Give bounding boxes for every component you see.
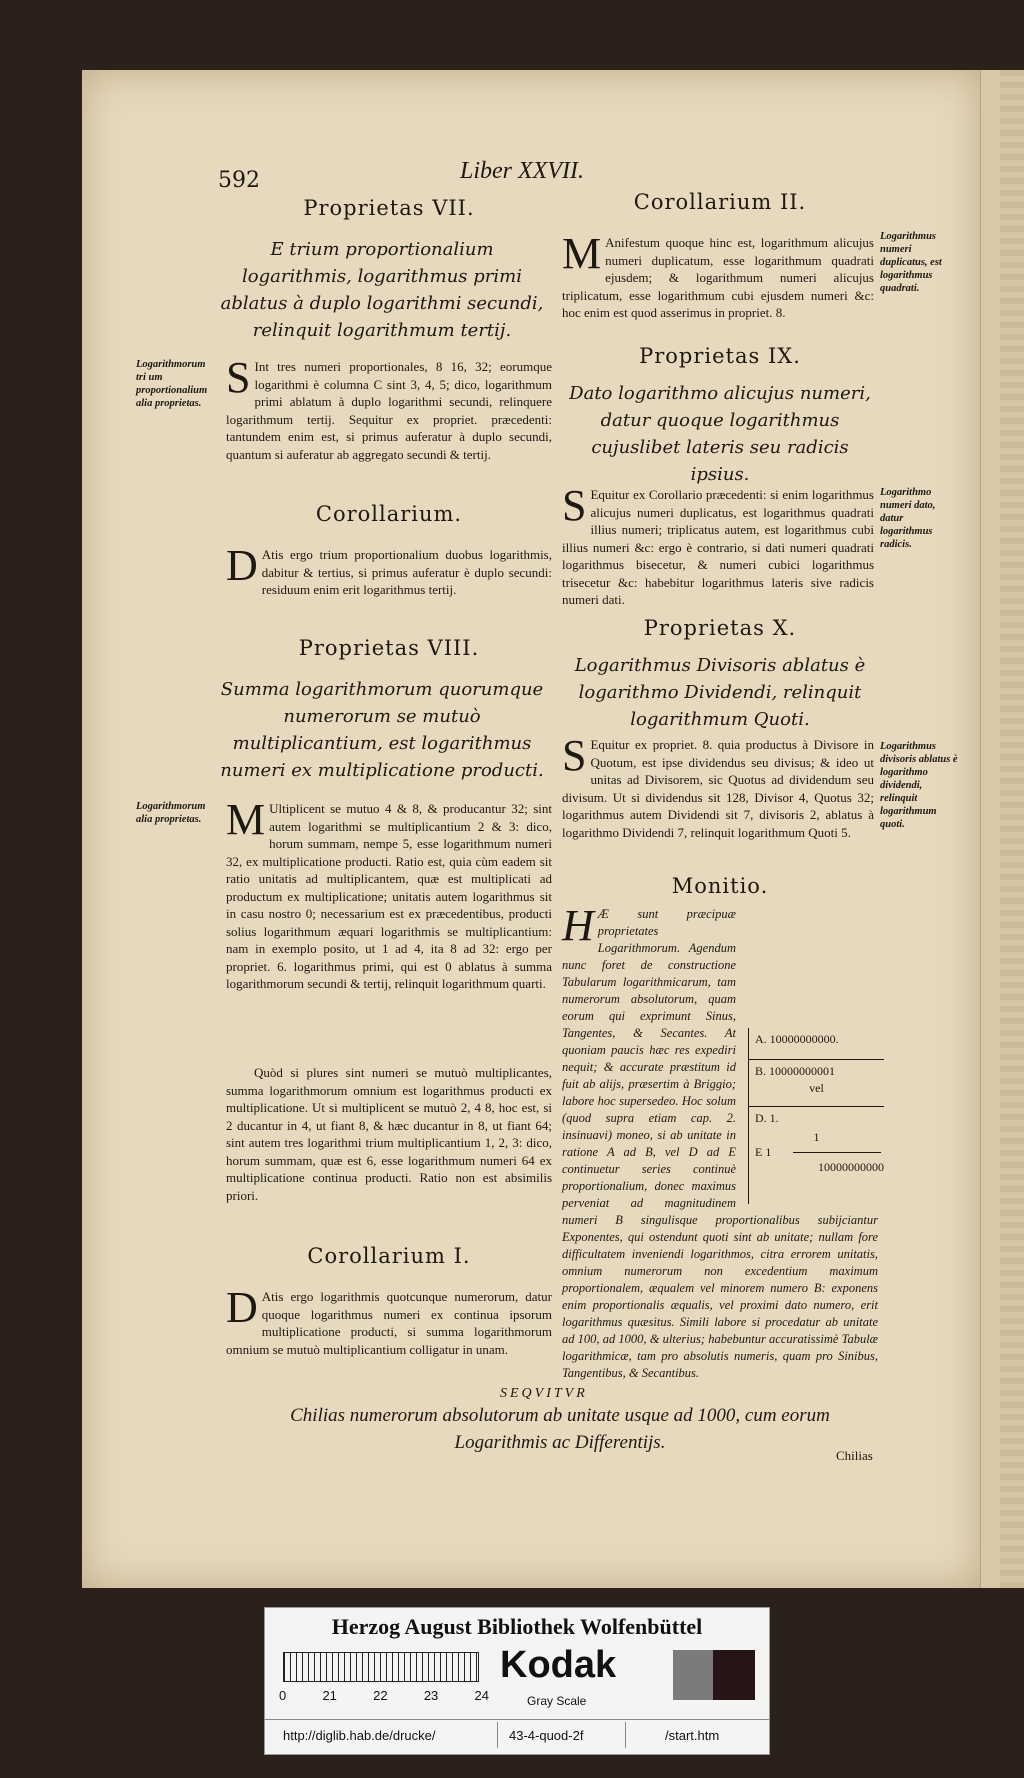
prop10-enunciation: Logarithmus Divisoris ablatus è logarithmo Dividendi, relinquit logarithmum Quoti. bbox=[574, 655, 866, 730]
cor-dropcap: D bbox=[226, 541, 258, 590]
table-e-denominator: 10000000000 bbox=[818, 1160, 884, 1174]
cor-text: Atis ergo trium proportionalium duobus logarithmis, dabitur & tertius, si primus auferatur è duplo secundi: residuum enim erit logarithmus tertij. bbox=[261, 547, 552, 597]
prop10-title: Proprietas X. bbox=[643, 616, 797, 640]
table-e-label: E 1 bbox=[755, 1145, 772, 1159]
prop7-dropcap: S bbox=[226, 353, 251, 402]
running-head: Liber XXVII. bbox=[460, 158, 584, 184]
catchword: Chilias bbox=[836, 1448, 873, 1463]
corollarium-title: Corollarium. bbox=[315, 502, 463, 526]
prop9-title: Proprietas IX. bbox=[639, 344, 801, 368]
prop9-margin-note: Logarithmo numeri dato, datur logarithmus radicis. bbox=[880, 487, 936, 550]
card-footer bbox=[265, 1722, 769, 1748]
ruler-label: 0 bbox=[279, 1688, 287, 1703]
prop7-margin-note: Logarithmorum tri um proportionalium alia proprietas. bbox=[136, 359, 208, 409]
table-row-b: B. 10000000001 bbox=[749, 1059, 884, 1083]
table-e-numerator: 1 bbox=[813, 1130, 820, 1144]
cor2-body bbox=[562, 229, 874, 322]
table-row-e bbox=[749, 1141, 884, 1164]
card-url: http://diglib.hab.de/drucke/ bbox=[283, 1728, 436, 1743]
chilias-title: Chilias numerorum absolutorum ab unitate usque ad 1000, cum eorum Logarithmis ac Differentijs. bbox=[290, 1405, 830, 1453]
prop9-text: Equitur ex Corollario præcedenti: si enim logarithmus alicujus numeri duplicatus, est logarithmus quadrati illius numeri; triplicatus autem, est logarithmus cubi illius numeri &c: ergo è contrario, si dati numeri quadrati logarithmus bisecetur, & numeri cubici logarithmus trisecetur &c: habebitur logarithmus lateris sive radicis numeri dati. bbox=[562, 487, 874, 607]
prop7-enunciation: E trium proportionalium logarithmis, logarithmus primi ablatus à duplo logarithmi secundi, relinquit logarithmum tertij. bbox=[220, 239, 544, 341]
dark-swatch bbox=[713, 1650, 755, 1700]
footer-separator bbox=[625, 1722, 626, 1748]
prop8-body2: Quòd si plures sint numeri se mutuò multiplicantes, summa logarithmorum omnium est logarithmus producti ex multiplicatione. Ut si multiplicent se mutuò 2, 4 8, hoc est, si 2 ducantur in 4, ut fiant 8, & hæc ducantur in 8, ut fiant 64; sint autem tres logarithmi trium multiplicantium 1, 2, 3: dico, horum summam, quæ est 6, esse logarithmum numeri 64 ex multiplicatione continua producti. Ratio non est absimilis priori. bbox=[226, 1065, 552, 1203]
prop8-enunciation: Summa logarithmorum quorumque numerorum se mutuò multiplicantium, est logarithmus numeri ex multiplicatione producti. bbox=[220, 679, 544, 781]
corollarium-body bbox=[226, 541, 552, 599]
kodak-logo: Kodak bbox=[500, 1644, 617, 1686]
ruler-label: 23 bbox=[423, 1688, 439, 1703]
card-start: /start.htm bbox=[665, 1728, 720, 1743]
gray-swatch bbox=[673, 1650, 713, 1700]
monitio-dropcap: H bbox=[562, 901, 594, 950]
page-edge-texture bbox=[1000, 70, 1024, 1588]
cor2-margin-note: Logarithmus numeri duplicatus, est logarithmus quadrati. bbox=[880, 231, 942, 294]
sequitur: SEQVITVR bbox=[500, 1386, 588, 1401]
prop8-body bbox=[226, 795, 552, 993]
table-row-d: D. 1. bbox=[749, 1106, 884, 1130]
prop10-body bbox=[562, 731, 874, 841]
monitio-text: Æ sunt præcipuæ proprietates Logarithmorum. Agendum nunc foret de constructione Tabularum logarithmicarum, tam numerorum absolutorum, quam eorum qui exprimunt Sinus, Tangentes, & Secantes. At quoniam paucis hæc res expediri nequit; & accurate præstitum id fuit ab alijs, præsertim à Briggio; labore hoc supersedeo. Hoc solum (quod supra etiam cap. 2. insinuavi) moneo, si ab unitate in ratione A ad B, vel D ad E continuetur series continuè proportionalium, donec maximus perveniat ad magnitudinem numeri B singulisque proportionalibus subijciantur Exponentes, qui ostendunt quoti sint ab unitate; nullam fore difficultatem inveniendi logarithmos, citra errorem unitatis, omnium numerorum non excedentium maximum proportionalem, æqualem vel minorem numero B: exponens enim proportionalis æqualis, vel proximi dato numero, erit logarithmus quæsitus. Simili labore si procedatur ab unitate ad 100, ad 1000, & ulterius; habebuntur accuratissimè Tabulæ logarithmicæ, tam pro absolutis numeris, quam pro Sinibus, Tangentibus, & Secantibus. bbox=[562, 907, 878, 1380]
ruler-label: 21 bbox=[322, 1688, 337, 1703]
card-divider bbox=[265, 1719, 769, 1720]
cor2-text: Anifestum quoque hinc est, logarithmum alicujus numeri duplicatum, esse logarithmum quadrati ejusdem; & logarithmum numeri alicujus triplicatum, esse logarithmum cubi ejusdem numeri &c: hoc enim est quod asserimus in propriet. 8. bbox=[562, 235, 874, 320]
ruler-label: 24 bbox=[474, 1688, 489, 1703]
proportion-table bbox=[748, 1028, 884, 1204]
gray-scale-label: Gray Scale bbox=[527, 1694, 587, 1708]
prop7-body bbox=[226, 353, 552, 463]
monitio-title: Monitio. bbox=[671, 874, 769, 898]
cor1-text: Atis ergo logarithmis quotcunque numerorum, datur quoque logarithmus numeri ex continua ipsorum multiplicatione producti, si summa logarithmorum omnium se mutuò multiplicantium colligatur in unam. bbox=[226, 1289, 552, 1357]
ruler-labels bbox=[279, 1688, 489, 1703]
page-number: 592 bbox=[218, 168, 260, 193]
prop8-text: Ultiplicent se mutuo 4 & 8, & producantur 32; sint autem logarithmi se multiplicantium 2 & 3: dico, horum summam, nempe 5, esse logarithmum numeri 32, ex multiplicatione producti. Ratio est, quia cùm eadem sit ratio unitatis ad multiplicantem, quæ est multiplicati ad productum ex multiplicatione; unitatis autem logarithmus sit in casu nostro 0; necessarium est ex præcedentibus, producti solius logarithmum æquari logarithmis se multiplicantium: nam in exemplo posito, ut 1 ad 4, ita 8 ad 32: ergo per propriet. 6. logarithmus primi, qui est 0 ablatus à summa logarithmorum secundi & tertij, relinquit logarithmum quarti. bbox=[226, 801, 552, 991]
ruler bbox=[283, 1652, 479, 1682]
cor1-title: Corollarium I. bbox=[307, 1244, 471, 1268]
card-shelfmark: 43-4-quod-2f bbox=[509, 1728, 584, 1743]
prop9-body bbox=[562, 481, 874, 609]
card-title: Herzog August Bibliothek Wolfenbüttel bbox=[331, 1614, 703, 1639]
footer-separator bbox=[497, 1722, 498, 1748]
prop10-dropcap: S bbox=[562, 731, 587, 780]
prop9-enunciation: Dato logarithmo alicujus numeri, datur quoque logarithmus cujuslibet lateris seu radicis ipsius. bbox=[569, 383, 871, 485]
table-vel: vel bbox=[809, 1081, 824, 1095]
cor1-dropcap: D bbox=[226, 1283, 258, 1332]
table-row-a: A. 10000000000. bbox=[755, 1032, 839, 1046]
prop9-dropcap: S bbox=[562, 481, 587, 530]
prop8-margin-note: Logarithmorum alia proprietas. bbox=[136, 801, 206, 825]
cor2-title: Corollarium II. bbox=[633, 190, 807, 214]
prop10-text: Equitur ex propriet. 8. quia productus à Divisore in Quotum, est ipse dividendus seu divisus; & ideo ut unitas ad Divisorem, sic Quotus ad dividendum seu divisum. Ut si dividendus sit 128, Divisor 4, Quotus 32; logarithmus autem Dividendi sit 7, divisoris 2, ablatus à logarithmo Dividendi 7, relinquit logarithmum Quoti 5. bbox=[562, 737, 874, 840]
prop10-margin-note: Logarithmus divisoris ablatus è logarithmo dividendi, relinquit logarithmum quoti. bbox=[880, 741, 958, 830]
prop7-text: Int tres numeri proportionales, 8 16, 32; eorumque logarithmi è columna C sint 3, 4, 5; dico, logarithmum primi ablatum à duplo logarithmi secundi, relinquere logarithmum tertij. Sequitur ex propriet. præcedenti: tantundem enim est, si primus auferatur à duplo secundi, quantum si auferatur ab aggregato secundi & tertij. bbox=[226, 359, 552, 462]
ruler-label: 22 bbox=[373, 1688, 388, 1703]
fraction-bar bbox=[793, 1152, 881, 1153]
prop8-dropcap: M bbox=[226, 795, 266, 844]
cor2-dropcap: M bbox=[562, 229, 602, 278]
prop7-title: Proprietas VII. bbox=[303, 196, 475, 220]
cor1-body bbox=[226, 1283, 552, 1358]
prop8-title: Proprietas VIII. bbox=[298, 636, 480, 660]
color-card bbox=[264, 1607, 770, 1755]
